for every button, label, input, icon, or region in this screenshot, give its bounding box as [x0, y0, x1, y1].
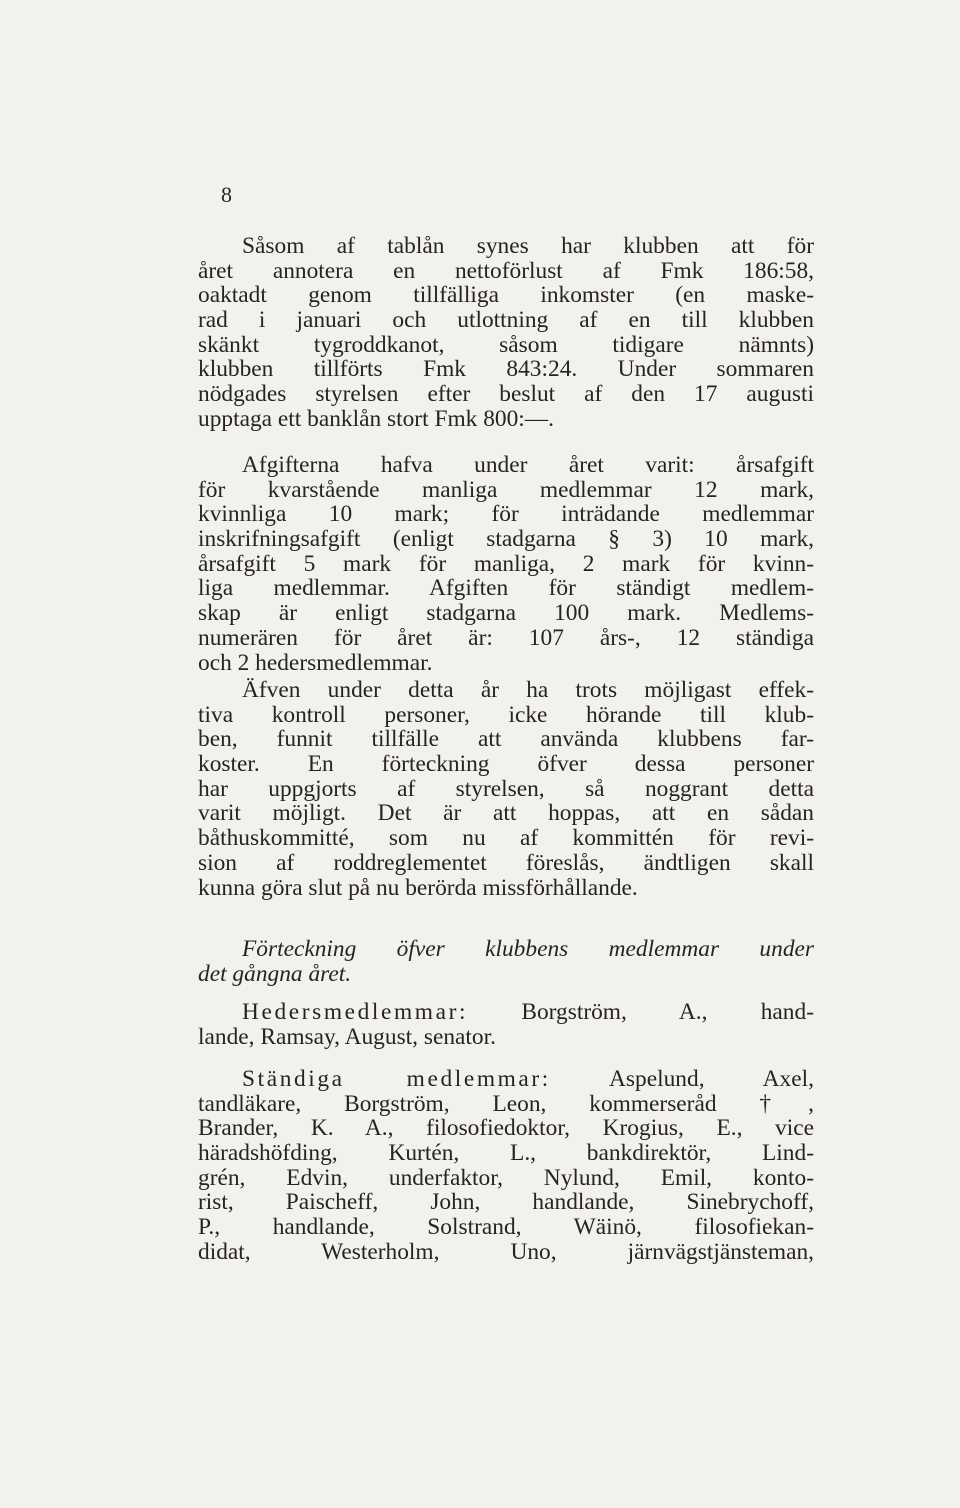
text-line: Såsom af tablån synes har klubben att för	[242, 233, 814, 259]
text-line: koster. En förteckning öfver dessa personer	[198, 751, 814, 778]
perpetual-members-text: Aspelund, Axel,	[609, 1066, 814, 1092]
heading-line: det gångna året.	[198, 960, 352, 987]
text-line	[198, 1000, 814, 1025]
text-line: tiva kontroll personer, icke hörande till klub-	[198, 701, 814, 728]
text-line: för kvarstående manliga medlemmar 12 mark,	[198, 476, 814, 503]
text-line: lande, Ramsay, August, senator.	[198, 1023, 496, 1050]
text-line: didat, Westerholm, Uno, järnvägstjänsteman,	[198, 1238, 814, 1265]
text-line: P., handlande, Solstrand, Wäinö, filosofiekan-	[198, 1214, 814, 1241]
text-line: rad i januari och utlottning af en till klubben	[198, 307, 814, 334]
text-line: varit möjligt. Det är att hoppas, att en sådan	[198, 800, 814, 827]
text-line: Afgifterna hafva under året varit: årsafgift	[242, 452, 814, 478]
paragraph-financial-result	[198, 234, 814, 432]
text-line: nödgades styrelsen efter beslut af den 17 augusti	[198, 381, 814, 408]
text-line: Brander, K. A., filosofiedoktor, Krogius, E., vice	[198, 1115, 814, 1142]
text-line: sion af roddreglementet föreslås, ändtligen skall	[198, 849, 814, 876]
text-line: skap är enligt stadgarna 100 mark. Medlems-	[198, 600, 814, 627]
honorary-members-text: Borgström, A., hand-	[521, 999, 814, 1025]
text-line: numerären för året är: 107 års-, 12 ständiga	[198, 624, 814, 651]
perpetual-members-label: Ständiga medlemmar:	[242, 1066, 551, 1092]
text-line: grén, Edvin, underfaktor, Nylund, Emil, konto-	[198, 1164, 814, 1191]
text-line	[198, 1067, 814, 1092]
heading-line: Förteckning öfver klubbens medlemmar under	[242, 936, 814, 962]
honorary-members-label: Hedersmedlemmar:	[242, 999, 469, 1025]
paragraph-membership-fees	[198, 453, 814, 675]
text-line: klubben tillförts Fmk 843:24. Under sommaren	[198, 356, 814, 383]
text-line: året annotera en nettoförlust af Fmk 186:58,	[198, 257, 814, 284]
text-line: tandläkare, Borgström, Leon, kommerseråd †,	[198, 1090, 814, 1117]
members-list-heading	[198, 937, 814, 986]
text-line: häradshöfding, Kurtén, L., bankdirektör, Lind-	[198, 1140, 814, 1167]
text-line: inskrifningsafgift (enligt stadgarna § 3) 10 mark,	[198, 526, 814, 553]
text-line: ben, funnit tillfälle att använda klubbens far-	[198, 726, 814, 753]
text-line: båthuskommitté, som nu af kommittén för revi-	[198, 825, 814, 852]
perpetual-members-section	[198, 1067, 814, 1265]
text-line: har uppgjorts af styrelsen, så noggrant detta	[198, 775, 814, 802]
honorary-members-section	[198, 1000, 814, 1049]
text-line: och 2 hedersmedlemmar.	[198, 649, 433, 676]
text-line: liga medlemmar. Afgiften för ständigt medlem-	[198, 575, 814, 602]
text-line: oaktadt genom tillfälliga inkomster (en maske-	[198, 282, 814, 309]
page-number: 8	[221, 182, 232, 207]
text-line: årsafgift 5 mark för manliga, 2 mark för kvinn-	[198, 550, 814, 577]
text-line: upptaga ett banklån stort Fmk 800:—.	[198, 405, 555, 432]
text-line: kvinnliga 10 mark; för inträdande medlemmar	[198, 501, 814, 528]
text-line: rist, Paischeff, John, handlande, Sinebrychoff,	[198, 1189, 814, 1216]
paragraph-boat-control	[198, 678, 814, 900]
text-line: kunna göra slut på nu berörda missförhållande.	[198, 874, 638, 901]
text-line: skänkt tygroddkanot, såsom tidigare nämnts)	[198, 331, 814, 358]
text-line: Äfven under detta år ha trots möjligast effek-	[242, 677, 814, 703]
